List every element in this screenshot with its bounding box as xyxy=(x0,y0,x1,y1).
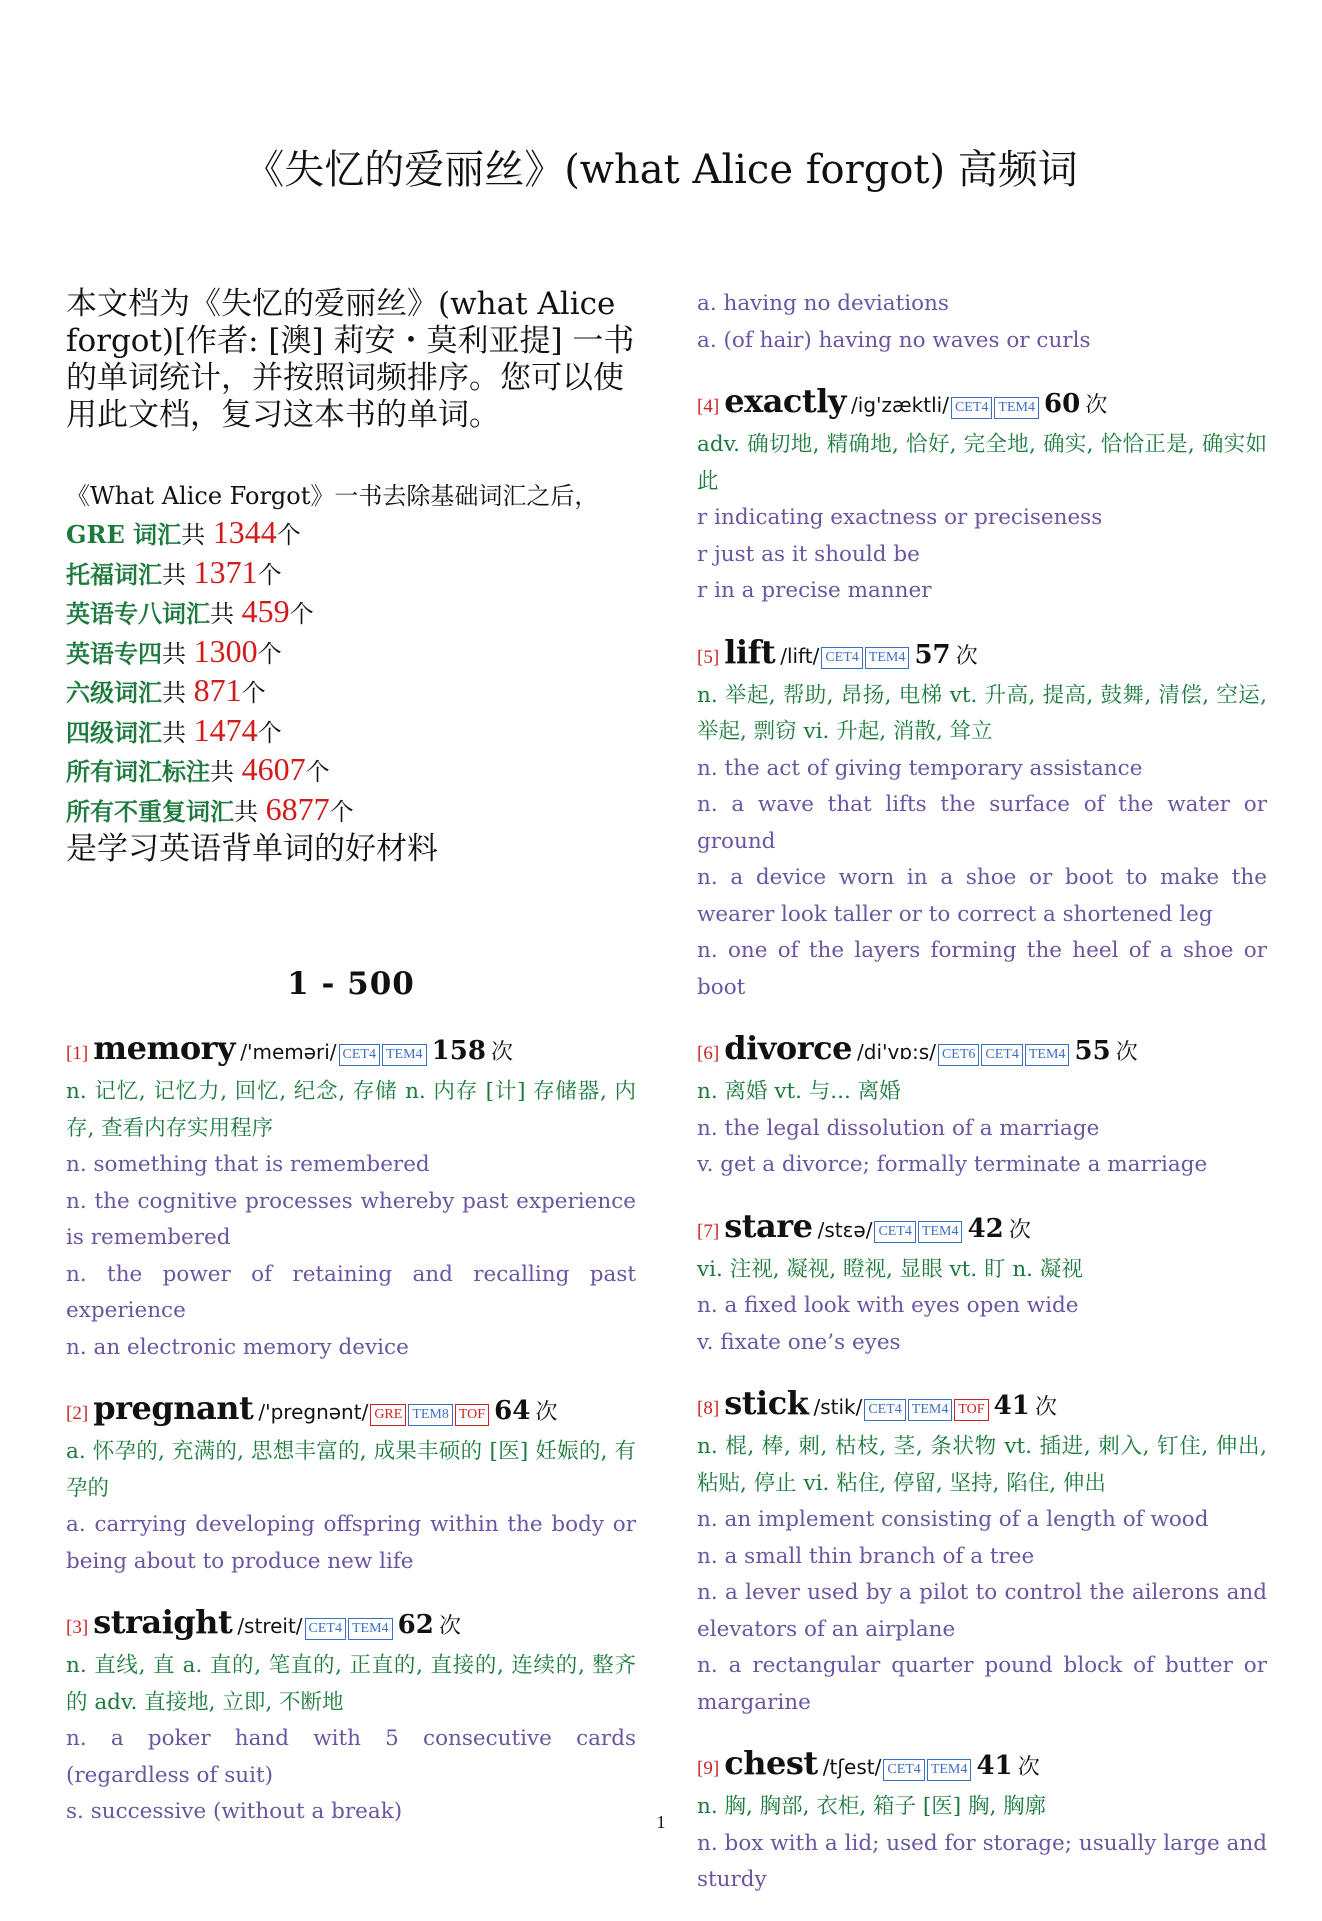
phonetic: /tʃest/ xyxy=(822,1755,882,1779)
word-entry xyxy=(697,1028,1267,1184)
english-definition: n. a device worn in a shoe or boot to make the wearer look taller or to correct a shortened leg xyxy=(697,865,1267,927)
exam-tag-badge: CET4 xyxy=(339,1044,380,1066)
exam-tag-badge: TEM4 xyxy=(927,1759,972,1781)
word-entry xyxy=(697,1206,1267,1362)
headword: exactly xyxy=(724,382,846,420)
stat-unit: 个 xyxy=(276,521,301,549)
entry-header xyxy=(66,1602,636,1648)
chinese-definition: vi. 注视, 凝视, 瞪视, 显眼 vt. 盯 n. 凝视 xyxy=(697,1256,1083,1282)
english-definition: v. fixate one’s eyes xyxy=(697,1329,901,1355)
chinese-definition: n. 棍, 棒, 刺, 枯枝, 茎, 条状物 vt. 插进, 刺入, 钉住, 伸出, 粘贴, 停止 vi. 粘住, 停留, 坚持, 陷住, 伸出 xyxy=(697,1434,1267,1496)
right-entries xyxy=(697,381,1267,1899)
frequency-count: 62 xyxy=(397,1610,434,1640)
exam-tag-badge: TEM4 xyxy=(908,1399,953,1421)
entry-index: [7] xyxy=(697,1220,720,1242)
entry-header xyxy=(697,1206,1267,1252)
stat-label: 六级词汇 xyxy=(66,678,162,707)
exam-tag-badge: CET6 xyxy=(938,1044,979,1066)
chinese-definition: n. 胸, 胸部, 衣柜, 箱子 [医] 胸, 胸廓 xyxy=(697,1794,1047,1819)
word-entry xyxy=(697,632,1267,1007)
frequency-count: 41 xyxy=(976,1751,1013,1781)
entry-header xyxy=(697,1383,1267,1429)
english-definition: n. a lever used by a pilot to control the ailerons and elevators of an airplane xyxy=(697,1580,1267,1642)
phonetic: /di'vɒ:s/ xyxy=(857,1040,936,1064)
stat-label: GRE 词汇 xyxy=(66,520,182,549)
entry-index: [1] xyxy=(66,1043,89,1064)
stat-row xyxy=(66,712,636,752)
english-definition: n. the act of giving temporary assistance xyxy=(697,755,1143,781)
chinese-definition: a. 怀孕的, 充满的, 思想丰富的, 成果丰硕的 [医] 妊娠的, 有孕的 xyxy=(66,1439,636,1501)
english-definition: a. carrying developing offspring within the body or being about to produce new life xyxy=(66,1512,636,1574)
entry-index: [9] xyxy=(697,1758,720,1779)
headword: memory xyxy=(93,1029,236,1067)
exam-tag-badge: GRE xyxy=(370,1404,406,1426)
count-suffix: 次 xyxy=(1085,393,1108,418)
phonetic: /stɛə/ xyxy=(817,1217,873,1242)
phonetic: /ig'zæktli/ xyxy=(851,393,949,417)
intro-outro: 是学习英语背单词的好材料 xyxy=(66,831,438,867)
english-definition: a. having no deviations xyxy=(697,291,949,316)
stat-connector: 共 xyxy=(234,797,266,826)
entry-header xyxy=(697,381,1267,427)
frequency-count: 55 xyxy=(1074,1036,1111,1066)
exam-tag-badge: CET4 xyxy=(305,1618,346,1640)
stat-label: 所有词汇标注 xyxy=(66,757,210,786)
stat-row xyxy=(66,672,636,712)
phonetic: /lift/ xyxy=(780,643,820,668)
stat-number: 871 xyxy=(193,672,242,708)
entry-index: [4] xyxy=(697,396,720,417)
english-definition: n. a rectangular quarter pound block of butter or margarine xyxy=(697,1653,1267,1715)
english-definition: n. a small thin branch of a tree xyxy=(697,1543,1035,1569)
stat-number: 1371 xyxy=(193,553,258,590)
frequency-count: 60 xyxy=(1044,389,1081,419)
phonetic: /'meməri/ xyxy=(240,1040,337,1064)
word-entry xyxy=(697,381,1267,610)
phonetic: /'pregnənt/ xyxy=(258,1400,369,1424)
exam-tag-badge: TEM4 xyxy=(865,647,910,669)
headword: stare xyxy=(724,1206,813,1245)
exam-tag-badge: TEM8 xyxy=(408,1404,453,1426)
frequency-count: 158 xyxy=(431,1036,486,1066)
english-definition: n. something that is remembered xyxy=(66,1152,430,1177)
chinese-definition: n. 离婚 vt. 与... 离婚 xyxy=(697,1079,901,1104)
stat-label: 英语专八词汇 xyxy=(66,599,210,628)
english-definition: n. the legal dissolution of a marriage xyxy=(697,1115,1100,1141)
english-definition: n. one of the layers forming the heel of a shoe or boot xyxy=(697,938,1267,1000)
chinese-definition: n. 直线, 直 a. 直的, 笔直的, 正直的, 直接的, 连续的, 整齐的 adv. 直接地, 立即, 不断地 xyxy=(66,1653,636,1715)
stat-row xyxy=(66,554,636,594)
stat-label: 四级词汇 xyxy=(66,717,162,747)
stat-number: 4607 xyxy=(241,751,306,787)
headword: stick xyxy=(724,1384,809,1422)
stats-intro-line: 《What Alice Forgot》一书去除基础词汇之后， xyxy=(66,482,599,510)
frequency-count: 64 xyxy=(494,1396,531,1426)
entry-index: [8] xyxy=(697,1398,720,1419)
english-definition: r in a precise manner xyxy=(697,578,932,603)
english-definition: r just as it should be xyxy=(697,541,920,567)
word-entry xyxy=(697,1383,1267,1721)
page-title: 《失忆的爱丽丝》(what Alice forgot) 高频词 xyxy=(244,147,1078,193)
stat-unit: 个 xyxy=(257,560,282,589)
entry-index: [2] xyxy=(66,1403,89,1424)
stat-connector: 共 xyxy=(162,679,194,707)
entry-index: [5] xyxy=(697,646,720,668)
count-suffix: 次 xyxy=(1017,1755,1040,1780)
exam-tag-badge: TOF xyxy=(954,1399,988,1421)
continued-definitions xyxy=(697,286,1267,359)
stat-number: 1344 xyxy=(212,514,277,550)
frequency-count: 57 xyxy=(914,639,951,670)
exam-tag-badge: TEM4 xyxy=(994,397,1039,419)
entry-index: [3] xyxy=(66,1617,89,1638)
left-entries xyxy=(66,1028,636,1831)
entry-header xyxy=(66,1028,636,1074)
stat-row xyxy=(66,514,636,554)
stat-row xyxy=(66,791,636,831)
stat-row xyxy=(66,751,636,791)
page-number: 1 xyxy=(656,1812,666,1832)
exam-tag-badge: TOF xyxy=(455,1404,489,1426)
word-entry xyxy=(66,1388,636,1580)
headword: straight xyxy=(93,1603,233,1641)
stat-number: 6877 xyxy=(265,790,330,827)
range-title: 1 - 500 xyxy=(287,966,415,1002)
exam-tag-badge: TEM4 xyxy=(348,1618,393,1640)
phonetic: /streit/ xyxy=(237,1614,303,1638)
stat-row xyxy=(66,593,636,633)
stat-label: 托福词汇 xyxy=(66,559,162,589)
stat-connector: 共 xyxy=(210,600,242,628)
stat-number: 459 xyxy=(241,593,290,629)
english-definition: n. the power of retaining and recalling past experience xyxy=(66,1261,636,1323)
stat-connector: 共 xyxy=(210,758,242,786)
left-column xyxy=(66,286,636,1853)
headword: chest xyxy=(724,1744,818,1782)
stat-connector: 共 xyxy=(181,521,213,549)
stat-connector: 共 xyxy=(162,639,194,668)
stat-unit: 个 xyxy=(241,679,266,707)
english-definition: n. a fixed look with eyes open wide xyxy=(697,1293,1079,1318)
word-entry xyxy=(66,1602,636,1831)
english-definition: v. get a divorce; formally terminate a marriage xyxy=(697,1152,1208,1177)
exam-tag-badge: CET4 xyxy=(864,1399,905,1421)
stat-unit: 个 xyxy=(305,758,330,786)
word-entry xyxy=(66,1028,636,1366)
entry-header xyxy=(66,1388,636,1434)
count-suffix: 次 xyxy=(491,1040,514,1065)
stat-label: 英语专四 xyxy=(66,638,162,668)
stat-number: 1300 xyxy=(193,632,258,669)
exam-tag-badge: CET4 xyxy=(883,1759,924,1781)
english-definition: n. a poker hand with 5 consecutive cards (regardless of suit) xyxy=(66,1726,636,1788)
count-suffix: 次 xyxy=(955,643,978,669)
frequency-count: 42 xyxy=(967,1213,1004,1244)
english-definition: n. an electronic memory device xyxy=(66,1334,409,1360)
english-definition: n. an implement consisting of a length of wood xyxy=(697,1507,1209,1532)
count-suffix: 次 xyxy=(1008,1217,1031,1243)
exam-tag-badge: CET4 xyxy=(981,1044,1022,1066)
headword: pregnant xyxy=(93,1389,254,1427)
count-suffix: 次 xyxy=(1115,1040,1138,1065)
count-suffix: 次 xyxy=(1034,1395,1057,1420)
headword: divorce xyxy=(724,1029,852,1067)
count-suffix: 次 xyxy=(535,1400,558,1425)
entry-index: [6] xyxy=(697,1043,720,1064)
stat-row xyxy=(66,633,636,673)
chinese-definition: n. 记忆, 记忆力, 回忆, 纪念, 存储 n. 内存 [计] 存储器, 内存, 查看内存实用程序 xyxy=(66,1079,636,1141)
chinese-definition: n. 举起, 帮助, 昂扬, 电梯 vt. 升高, 提高, 鼓舞, 清偿, 空运, 举起, 剽窃 vi. 升起, 消散, 耸立 xyxy=(697,682,1267,744)
exam-tag-badge: CET4 xyxy=(821,647,862,669)
exam-tag-badge: TEM4 xyxy=(382,1044,427,1066)
count-suffix: 次 xyxy=(438,1614,461,1639)
stat-label: 所有不重复词汇 xyxy=(66,796,234,826)
stat-number: 1474 xyxy=(193,711,258,748)
entry-header xyxy=(697,632,1267,678)
exam-tag-badge: TEM4 xyxy=(1025,1044,1070,1066)
headword: lift xyxy=(724,632,776,671)
frequency-count: 41 xyxy=(993,1391,1030,1421)
stat-unit: 个 xyxy=(257,639,282,668)
exam-tag-badge: CET4 xyxy=(874,1221,915,1243)
stat-unit: 个 xyxy=(257,718,282,747)
vocab-stats xyxy=(66,514,636,830)
english-definition: n. a wave that lifts the surface of the water or ground xyxy=(697,792,1267,854)
english-definition: r indicating exactness or preciseness xyxy=(697,505,1103,530)
intro-paragraph: 本文档为《失忆的爱丽丝》(what Alice forgot)[作者: [澳] 莉安・莫利亚提] 一书的单词统计，并按照词频排序。您可以使用此文档，复习这本书的单词。 xyxy=(66,286,635,433)
stat-connector: 共 xyxy=(162,718,194,747)
exam-tag-badge: CET4 xyxy=(951,397,992,419)
chinese-definition: adv. 确切地, 精确地, 恰好, 完全地, 确实, 恰恰正是, 确实如此 xyxy=(697,432,1267,494)
stat-unit: 个 xyxy=(329,797,354,826)
entry-header xyxy=(697,1028,1267,1074)
english-definition: n. box with a lid; used for storage; usually large and sturdy xyxy=(697,1830,1267,1892)
right-column xyxy=(697,286,1267,1921)
english-definition: n. the cognitive processes whereby past experience is remembered xyxy=(66,1188,636,1250)
stat-connector: 共 xyxy=(162,560,194,589)
exam-tag-badge: TEM4 xyxy=(918,1221,963,1243)
entry-header xyxy=(697,1743,1267,1789)
english-definition: s. successive (without a break) xyxy=(66,1799,403,1824)
phonetic: /stik/ xyxy=(813,1395,863,1419)
stat-unit: 个 xyxy=(289,600,314,628)
english-definition: a. (of hair) having no waves or curls xyxy=(697,327,1091,353)
